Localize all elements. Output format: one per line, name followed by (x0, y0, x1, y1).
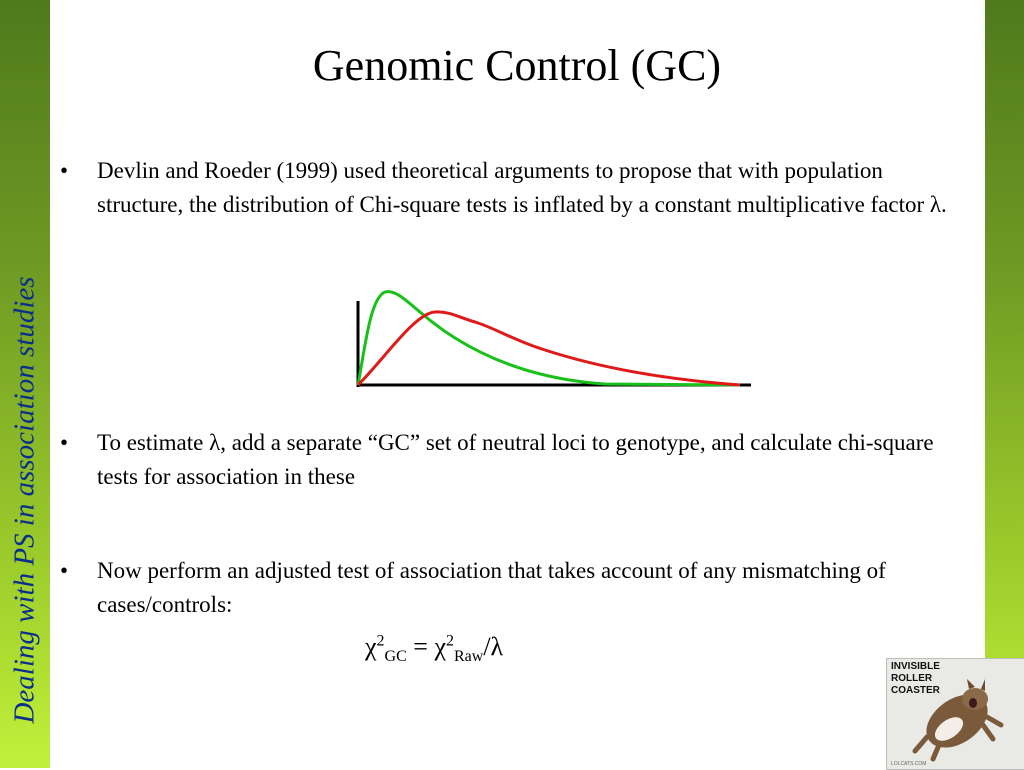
bullet-marker: • (60, 558, 69, 583)
null-distribution-curve (358, 292, 740, 385)
sidebar-title: Dealing with PS in association studies (8, 276, 41, 724)
chi-square-curves-illustration (345, 288, 755, 393)
cat-illustration (887, 659, 1024, 769)
inflated-distribution-curve (358, 312, 740, 385)
meme-footer: LOLCATS.COM (891, 761, 927, 767)
bullet-marker: • (60, 158, 69, 183)
right-sidebar (985, 0, 1024, 768)
bullet-text: To estimate λ, add a separate “GC” set of neutral loci to genotype, and calculate chi-square tests for association in these (97, 430, 934, 489)
lolcat-image (886, 658, 1024, 770)
gc-formula: $\chi^2_{GC} = \chi^2_{Raw}/\lambda$ (365, 632, 504, 666)
bullet-marker: • (60, 430, 69, 455)
bullet-text: Now perform an adjusted test of association that takes account of any mismatching of cases/controls: (97, 558, 886, 617)
left-sidebar (0, 0, 50, 768)
meme-caption: INVISIBLE ROLLER COASTER (891, 661, 940, 696)
slide-title: Genomic Control (GC) (312, 41, 722, 90)
bullet-text: Devlin and Roeder (1999) used theoretical arguments to propose that with population structure, the distribution of Chi-square tests is inflated by a constant multiplicative factor λ. (97, 158, 947, 217)
